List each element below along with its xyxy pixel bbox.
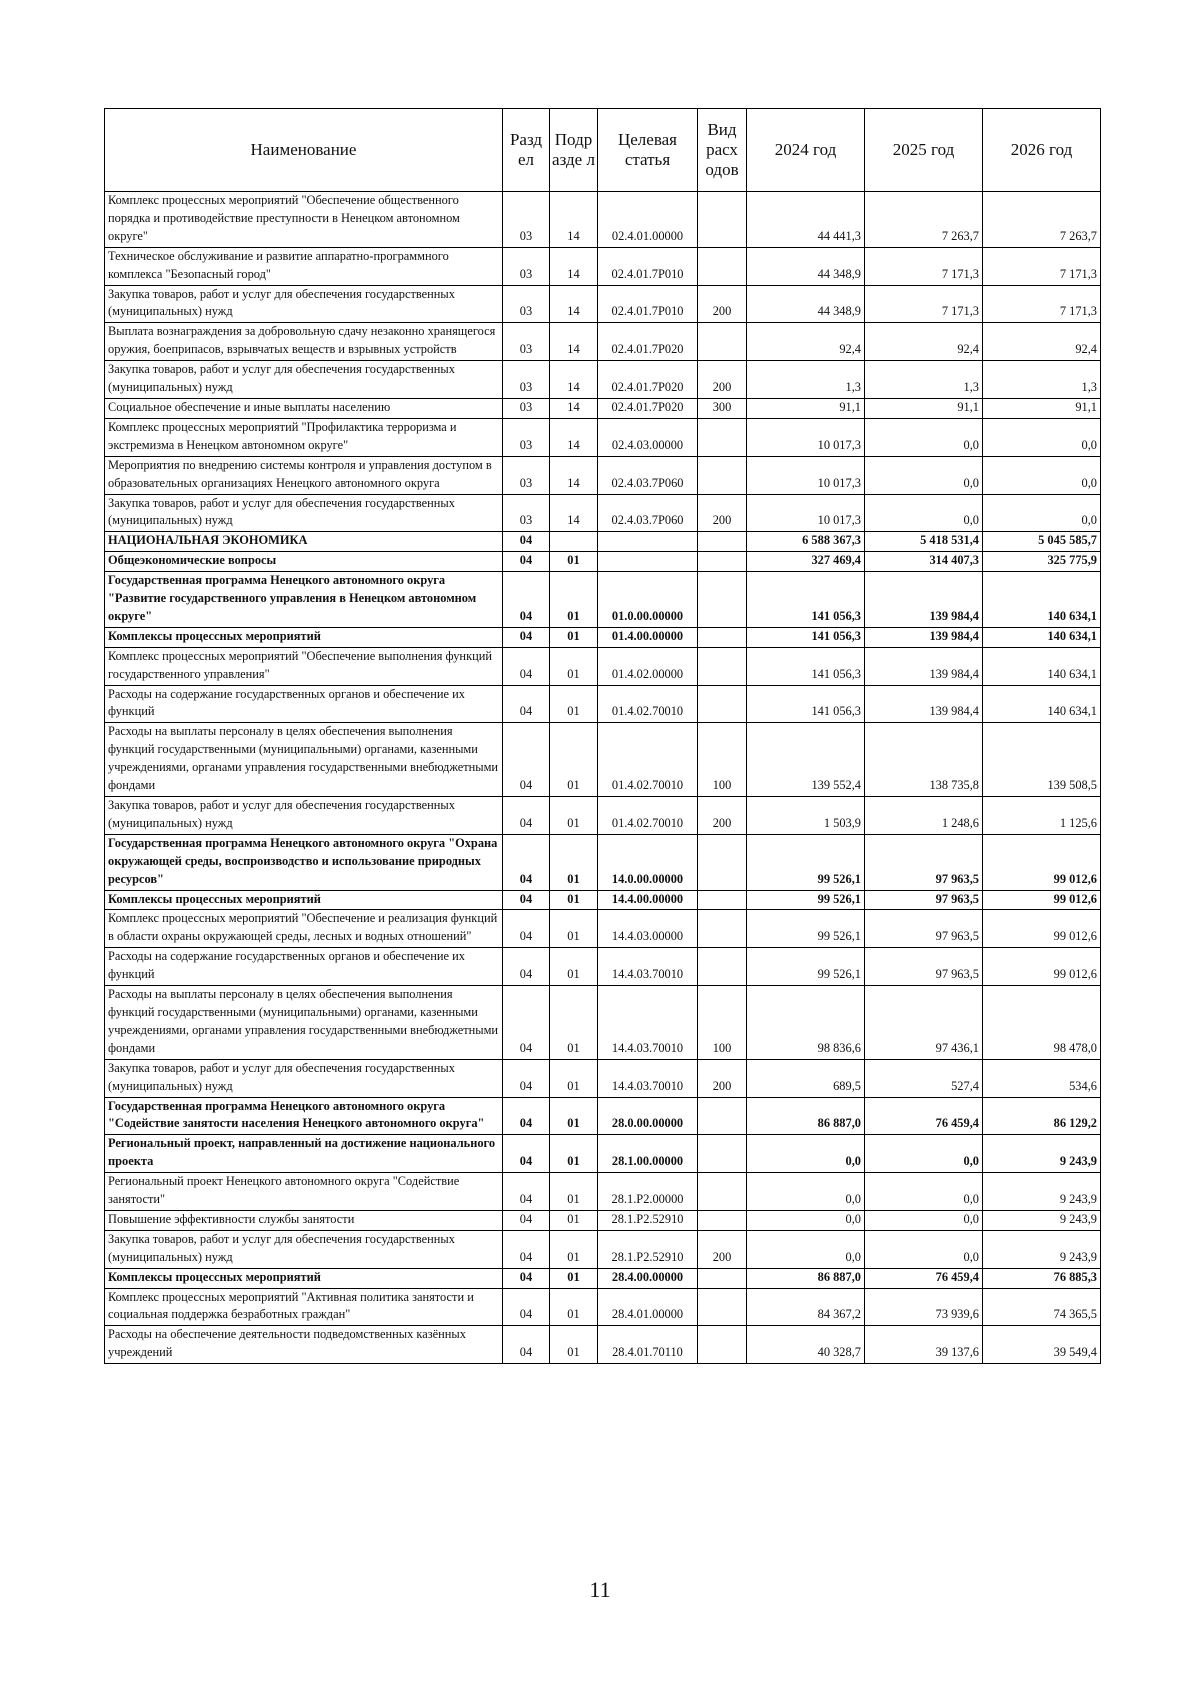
cell-2024: 141 056,3	[747, 647, 865, 685]
cell-section: 04	[503, 1268, 550, 1288]
cell-target-article: 02.4.01.7Р020	[598, 323, 698, 361]
cell-target-article: 28.1.Р2.52910	[598, 1230, 698, 1268]
cell-2025: 0,0	[865, 1135, 983, 1173]
cell-target-article: 01.4.02.70010	[598, 685, 698, 723]
cell-target-article: 14.4.03.00000	[598, 910, 698, 948]
cell-2024: 1,3	[747, 361, 865, 399]
cell-2026: 9 243,9	[983, 1173, 1101, 1211]
cell-expense-type	[698, 910, 747, 948]
table-row	[105, 494, 1101, 532]
cell-2024: 6 588 367,3	[747, 532, 865, 552]
cell-2024: 40 328,7	[747, 1326, 865, 1364]
cell-2024: 139 552,4	[747, 723, 865, 797]
header-year-2025: 2025 год	[865, 109, 983, 192]
cell-2026: 99 012,6	[983, 890, 1101, 910]
cell-expense-type: 200	[698, 1230, 747, 1268]
header-section: Разд ел	[503, 109, 550, 192]
cell-expense-type	[698, 247, 747, 285]
table-row	[105, 323, 1101, 361]
cell-2025: 92,4	[865, 323, 983, 361]
cell-subsection: 14	[550, 192, 598, 248]
cell-expense-type	[698, 1326, 747, 1364]
cell-2024: 99 526,1	[747, 948, 865, 986]
table-row	[105, 361, 1101, 399]
cell-2025: 39 137,6	[865, 1326, 983, 1364]
table-row	[105, 532, 1101, 552]
cell-section: 03	[503, 247, 550, 285]
cell-target-article: 02.4.01.7Р010	[598, 247, 698, 285]
cell-name: НАЦИОНАЛЬНАЯ ЭКОНОМИКА	[105, 532, 503, 552]
cell-target-article: 28.4.00.00000	[598, 1268, 698, 1288]
table-row	[105, 647, 1101, 685]
cell-2025: 7 171,3	[865, 285, 983, 323]
cell-2026: 7 263,7	[983, 192, 1101, 248]
table-row	[105, 285, 1101, 323]
cell-name: Региональный проект, направленный на достижение национального проекта	[105, 1135, 503, 1173]
cell-expense-type: 300	[698, 398, 747, 418]
cell-2025: 139 984,4	[865, 627, 983, 647]
cell-subsection: 01	[550, 685, 598, 723]
cell-expense-type	[698, 572, 747, 628]
cell-2024: 98 836,6	[747, 986, 865, 1060]
cell-2025: 1 248,6	[865, 797, 983, 835]
cell-section: 04	[503, 1135, 550, 1173]
cell-target-article: 14.4.03.70010	[598, 948, 698, 986]
cell-2025: 97 963,5	[865, 910, 983, 948]
cell-2026: 534,6	[983, 1059, 1101, 1097]
cell-2024: 0,0	[747, 1135, 865, 1173]
cell-section: 04	[503, 1210, 550, 1230]
cell-section: 03	[503, 494, 550, 532]
cell-2026: 1,3	[983, 361, 1101, 399]
table-row	[105, 456, 1101, 494]
cell-section: 04	[503, 1173, 550, 1211]
table-row	[105, 1288, 1101, 1326]
cell-expense-type: 200	[698, 797, 747, 835]
cell-2026: 7 171,3	[983, 247, 1101, 285]
cell-target-article: 14.0.00.00000	[598, 834, 698, 890]
cell-2024: 44 348,9	[747, 247, 865, 285]
cell-section: 04	[503, 910, 550, 948]
cell-2026: 0,0	[983, 418, 1101, 456]
cell-target-article: 28.4.01.00000	[598, 1288, 698, 1326]
cell-subsection: 14	[550, 398, 598, 418]
cell-target-article: 01.4.02.00000	[598, 647, 698, 685]
cell-subsection: 01	[550, 890, 598, 910]
cell-target-article: 28.1.Р2.00000	[598, 1173, 698, 1211]
cell-2025: 7 171,3	[865, 247, 983, 285]
cell-2025: 0,0	[865, 1173, 983, 1211]
table-row	[105, 723, 1101, 797]
cell-expense-type: 200	[698, 361, 747, 399]
cell-name: Закупка товаров, работ и услуг для обеспечения государственных (муниципальных) нужд	[105, 1059, 503, 1097]
cell-2026: 74 365,5	[983, 1288, 1101, 1326]
cell-section: 03	[503, 418, 550, 456]
cell-section: 04	[503, 986, 550, 1060]
cell-section: 03	[503, 361, 550, 399]
cell-subsection: 14	[550, 418, 598, 456]
cell-2025: 97 963,5	[865, 948, 983, 986]
cell-2025: 0,0	[865, 1230, 983, 1268]
cell-name: Закупка товаров, работ и услуг для обеспечения государственных (муниципальных) нужд	[105, 494, 503, 532]
cell-name: Региональный проект Ненецкого автономного округа "Содействие занятости"	[105, 1173, 503, 1211]
cell-name: Комплекс процессных мероприятий "Обеспечение выполнения функций государственного управления"	[105, 647, 503, 685]
cell-subsection: 01	[550, 1268, 598, 1288]
cell-target-article: 28.1.Р2.52910	[598, 1210, 698, 1230]
cell-2024: 44 348,9	[747, 285, 865, 323]
cell-expense-type	[698, 456, 747, 494]
table-row	[105, 418, 1101, 456]
cell-section: 04	[503, 797, 550, 835]
cell-name: Расходы на обеспечение деятельности подведомственных казённых учреждений	[105, 1326, 503, 1364]
cell-name: Комплексы процессных мероприятий	[105, 890, 503, 910]
cell-subsection: 01	[550, 910, 598, 948]
cell-expense-type	[698, 418, 747, 456]
cell-2026: 1 125,6	[983, 797, 1101, 835]
cell-2025: 97 436,1	[865, 986, 983, 1060]
cell-name: Закупка товаров, работ и услуг для обеспечения государственных (муниципальных) нужд	[105, 1230, 503, 1268]
table-row	[105, 685, 1101, 723]
cell-subsection: 01	[550, 834, 598, 890]
page-number: 11	[589, 1577, 611, 1602]
cell-subsection: 01	[550, 647, 598, 685]
cell-2025: 1,3	[865, 361, 983, 399]
cell-subsection: 01	[550, 986, 598, 1060]
cell-2026: 86 129,2	[983, 1097, 1101, 1135]
cell-target-article: 14.4.03.70010	[598, 986, 698, 1060]
cell-2026: 76 885,3	[983, 1268, 1101, 1288]
cell-subsection: 01	[550, 1326, 598, 1364]
cell-expense-type	[698, 1173, 747, 1211]
table-row	[105, 1135, 1101, 1173]
table-row	[105, 834, 1101, 890]
cell-name: Техническое обслуживание и развитие аппаратно-программного комплекса "Безопасный город"	[105, 247, 503, 285]
cell-subsection: 01	[550, 1288, 598, 1326]
cell-2025: 97 963,5	[865, 890, 983, 910]
cell-subsection: 01	[550, 797, 598, 835]
cell-target-article: 01.4.02.70010	[598, 723, 698, 797]
cell-2025: 5 418 531,4	[865, 532, 983, 552]
cell-2025: 0,0	[865, 1210, 983, 1230]
cell-section: 04	[503, 834, 550, 890]
cell-section: 04	[503, 552, 550, 572]
cell-expense-type	[698, 552, 747, 572]
cell-expense-type: 200	[698, 494, 747, 532]
cell-2026: 139 508,5	[983, 723, 1101, 797]
cell-name: Комплекс процессных мероприятий "Профилактика терроризма и экстремизма в Ненецком автономном округе"	[105, 418, 503, 456]
cell-2025: 7 263,7	[865, 192, 983, 248]
table-row	[105, 797, 1101, 835]
cell-target-article: 14.4.03.70010	[598, 1059, 698, 1097]
cell-2025: 139 984,4	[865, 572, 983, 628]
cell-subsection: 01	[550, 1173, 598, 1211]
header-year-2026: 2026 год	[983, 109, 1101, 192]
cell-2024: 141 056,3	[747, 572, 865, 628]
cell-2025: 97 963,5	[865, 834, 983, 890]
cell-2025: 76 459,4	[865, 1268, 983, 1288]
table-row	[105, 1173, 1101, 1211]
cell-2026: 99 012,6	[983, 948, 1101, 986]
cell-2024: 99 526,1	[747, 910, 865, 948]
cell-section: 04	[503, 1059, 550, 1097]
cell-name: Расходы на содержание государственных органов и обеспечение их функций	[105, 948, 503, 986]
table-row	[105, 910, 1101, 948]
cell-2024: 10 017,3	[747, 456, 865, 494]
header-subsection: Подр азде л	[550, 109, 598, 192]
cell-2024: 0,0	[747, 1173, 865, 1211]
cell-subsection: 01	[550, 1135, 598, 1173]
cell-2025: 91,1	[865, 398, 983, 418]
cell-expense-type	[698, 948, 747, 986]
cell-name: Закупка товаров, работ и услуг для обеспечения государственных (муниципальных) нужд	[105, 361, 503, 399]
cell-subsection: 14	[550, 285, 598, 323]
cell-subsection: 01	[550, 1059, 598, 1097]
cell-2026: 140 634,1	[983, 647, 1101, 685]
cell-expense-type	[698, 1097, 747, 1135]
cell-expense-type	[698, 1288, 747, 1326]
cell-2026: 39 549,4	[983, 1326, 1101, 1364]
header-year-2024: 2024 год	[747, 109, 865, 192]
cell-2026: 140 634,1	[983, 572, 1101, 628]
cell-subsection: 01	[550, 948, 598, 986]
cell-target-article: 28.4.01.70110	[598, 1326, 698, 1364]
cell-section: 03	[503, 323, 550, 361]
cell-2026: 7 171,3	[983, 285, 1101, 323]
cell-section: 04	[503, 1097, 550, 1135]
cell-2024: 86 887,0	[747, 1097, 865, 1135]
cell-2024: 86 887,0	[747, 1268, 865, 1288]
cell-2024: 10 017,3	[747, 494, 865, 532]
header-name: Наименование	[105, 109, 503, 192]
cell-subsection: 01	[550, 627, 598, 647]
cell-expense-type	[698, 834, 747, 890]
cell-2026: 92,4	[983, 323, 1101, 361]
table-row	[105, 986, 1101, 1060]
cell-subsection: 01	[550, 1230, 598, 1268]
cell-2025: 0,0	[865, 456, 983, 494]
header-expense-type: Вид расх одов	[698, 109, 747, 192]
cell-subsection: 01	[550, 1210, 598, 1230]
table-row	[105, 192, 1101, 248]
table-row	[105, 1059, 1101, 1097]
cell-target-article	[598, 532, 698, 552]
cell-2025: 73 939,6	[865, 1288, 983, 1326]
cell-expense-type	[698, 1210, 747, 1230]
cell-target-article: 02.4.03.00000	[598, 418, 698, 456]
cell-2024: 44 441,3	[747, 192, 865, 248]
cell-2026: 99 012,6	[983, 910, 1101, 948]
cell-section: 03	[503, 285, 550, 323]
cell-name: Расходы на выплаты персоналу в целях обеспечения выполнения функций государственными (муниципальными) органами, казенными учреждениями, органами управления государственными внебюджетными фондами	[105, 986, 503, 1060]
cell-name: Повышение эффективности службы занятости	[105, 1210, 503, 1230]
cell-expense-type: 200	[698, 285, 747, 323]
cell-name: Закупка товаров, работ и услуг для обеспечения государственных (муниципальных) нужд	[105, 285, 503, 323]
cell-2026: 9 243,9	[983, 1135, 1101, 1173]
cell-expense-type	[698, 647, 747, 685]
table-row	[105, 398, 1101, 418]
cell-expense-type	[698, 890, 747, 910]
cell-section: 04	[503, 685, 550, 723]
table-body	[105, 192, 1101, 1364]
cell-2025: 0,0	[865, 494, 983, 532]
cell-name: Комплекс процессных мероприятий "Обеспечение общественного порядка и противодействие преступности в Ненецком автономном округе"	[105, 192, 503, 248]
table-row	[105, 890, 1101, 910]
cell-name: Закупка товаров, работ и услуг для обеспечения государственных (муниципальных) нужд	[105, 797, 503, 835]
cell-expense-type	[698, 323, 747, 361]
cell-section: 04	[503, 1230, 550, 1268]
cell-section: 04	[503, 723, 550, 797]
table-row	[105, 572, 1101, 628]
cell-subsection: 01	[550, 723, 598, 797]
cell-subsection: 14	[550, 323, 598, 361]
cell-2025: 0,0	[865, 418, 983, 456]
cell-section: 04	[503, 647, 550, 685]
cell-name: Государственная программа Ненецкого автономного округа "Развитие государственного управления в Ненецком автономном округе"	[105, 572, 503, 628]
cell-expense-type	[698, 192, 747, 248]
cell-2025: 139 984,4	[865, 647, 983, 685]
cell-target-article: 01.4.00.00000	[598, 627, 698, 647]
cell-section: 04	[503, 572, 550, 628]
cell-2024: 141 056,3	[747, 685, 865, 723]
cell-2025: 314 407,3	[865, 552, 983, 572]
cell-section: 04	[503, 1288, 550, 1326]
cell-target-article: 02.4.01.7Р020	[598, 361, 698, 399]
cell-2024: 327 469,4	[747, 552, 865, 572]
cell-target-article: 28.0.00.00000	[598, 1097, 698, 1135]
cell-name: Мероприятия по внедрению системы контроля и управления доступом в образовательных организациях Ненецкого автономного округа	[105, 456, 503, 494]
cell-2026: 5 045 585,7	[983, 532, 1101, 552]
cell-subsection: 14	[550, 247, 598, 285]
cell-section: 04	[503, 948, 550, 986]
cell-2024: 99 526,1	[747, 834, 865, 890]
cell-name: Государственная программа Ненецкого автономного округа "Охрана окружающей среды, воспроизводство и использование природных ресурсов"	[105, 834, 503, 890]
cell-2025: 527,4	[865, 1059, 983, 1097]
cell-target-article: 01.4.02.70010	[598, 797, 698, 835]
cell-name: Общеэкономические вопросы	[105, 552, 503, 572]
cell-2024: 99 526,1	[747, 890, 865, 910]
table-row	[105, 1268, 1101, 1288]
cell-subsection: 01	[550, 572, 598, 628]
cell-2024: 0,0	[747, 1230, 865, 1268]
cell-expense-type	[698, 1268, 747, 1288]
cell-2025: 139 984,4	[865, 685, 983, 723]
cell-expense-type	[698, 627, 747, 647]
cell-2026: 0,0	[983, 494, 1101, 532]
cell-2024: 91,1	[747, 398, 865, 418]
cell-2026: 140 634,1	[983, 685, 1101, 723]
cell-expense-type: 200	[698, 1059, 747, 1097]
cell-target-article: 02.4.01.7Р010	[598, 285, 698, 323]
cell-target-article: 02.4.03.7Р060	[598, 456, 698, 494]
cell-section: 04	[503, 532, 550, 552]
cell-2026: 9 243,9	[983, 1230, 1101, 1268]
table-row	[105, 247, 1101, 285]
cell-name: Комплекс процессных мероприятий "Активная политика занятости и социальная поддержка безработных граждан"	[105, 1288, 503, 1326]
table-row	[105, 1097, 1101, 1135]
table-row	[105, 1210, 1101, 1230]
cell-target-article: 01.0.00.00000	[598, 572, 698, 628]
cell-2026: 325 775,9	[983, 552, 1101, 572]
cell-expense-type: 100	[698, 723, 747, 797]
cell-name: Выплата вознаграждения за добровольную сдачу незаконно хранящегося оружия, боеприпасов, взрывчатых веществ и взрывных устройств	[105, 323, 503, 361]
cell-name: Социальное обеспечение и иные выплаты населению	[105, 398, 503, 418]
cell-target-article: 02.4.03.7Р060	[598, 494, 698, 532]
cell-2024: 141 056,3	[747, 627, 865, 647]
cell-section: 03	[503, 192, 550, 248]
cell-2026: 140 634,1	[983, 627, 1101, 647]
budget-table	[104, 108, 1101, 1364]
cell-expense-type: 100	[698, 986, 747, 1060]
table-row	[105, 552, 1101, 572]
cell-subsection	[550, 532, 598, 552]
cell-expense-type	[698, 685, 747, 723]
cell-subsection: 01	[550, 1097, 598, 1135]
cell-name: Комплекс процессных мероприятий "Обеспечение и реализация функций в области охраны окружающей среды, лесных и водных отношений"	[105, 910, 503, 948]
table-row	[105, 1230, 1101, 1268]
cell-section: 04	[503, 1326, 550, 1364]
cell-2026: 9 243,9	[983, 1210, 1101, 1230]
cell-section: 04	[503, 627, 550, 647]
cell-2025: 76 459,4	[865, 1097, 983, 1135]
header-target-article: Целевая статья	[598, 109, 698, 192]
cell-2025: 138 735,8	[865, 723, 983, 797]
cell-subsection: 14	[550, 494, 598, 532]
cell-target-article: 02.4.01.00000	[598, 192, 698, 248]
cell-name: Расходы на содержание государственных органов и обеспечение их функций	[105, 685, 503, 723]
cell-subsection: 01	[550, 552, 598, 572]
cell-2024: 689,5	[747, 1059, 865, 1097]
cell-subsection: 14	[550, 361, 598, 399]
cell-name: Государственная программа Ненецкого автономного округа "Содействие занятости населения Ненецкого автономного округа"	[105, 1097, 503, 1135]
cell-name: Комплексы процессных мероприятий	[105, 1268, 503, 1288]
cell-section: 03	[503, 398, 550, 418]
cell-2026: 0,0	[983, 456, 1101, 494]
cell-2024: 92,4	[747, 323, 865, 361]
cell-2024: 84 367,2	[747, 1288, 865, 1326]
cell-expense-type	[698, 1135, 747, 1173]
table-row	[105, 1326, 1101, 1364]
cell-2024: 1 503,9	[747, 797, 865, 835]
cell-target-article: 02.4.01.7Р020	[598, 398, 698, 418]
cell-2026: 99 012,6	[983, 834, 1101, 890]
cell-subsection: 14	[550, 456, 598, 494]
cell-expense-type	[698, 532, 747, 552]
cell-2026: 98 478,0	[983, 986, 1101, 1060]
table-header-row	[105, 109, 1101, 192]
cell-2024: 10 017,3	[747, 418, 865, 456]
cell-2024: 0,0	[747, 1210, 865, 1230]
table-row	[105, 627, 1101, 647]
cell-name: Расходы на выплаты персоналу в целях обеспечения выполнения функций государственными (муниципальными) органами, казенными учреждениями, органами управления государственными внебюджетными фондами	[105, 723, 503, 797]
cell-name: Комплексы процессных мероприятий	[105, 627, 503, 647]
cell-section: 04	[503, 890, 550, 910]
cell-target-article: 28.1.00.00000	[598, 1135, 698, 1173]
cell-target-article	[598, 552, 698, 572]
cell-2026: 91,1	[983, 398, 1101, 418]
cell-target-article: 14.4.00.00000	[598, 890, 698, 910]
table-row	[105, 948, 1101, 986]
cell-section: 03	[503, 456, 550, 494]
